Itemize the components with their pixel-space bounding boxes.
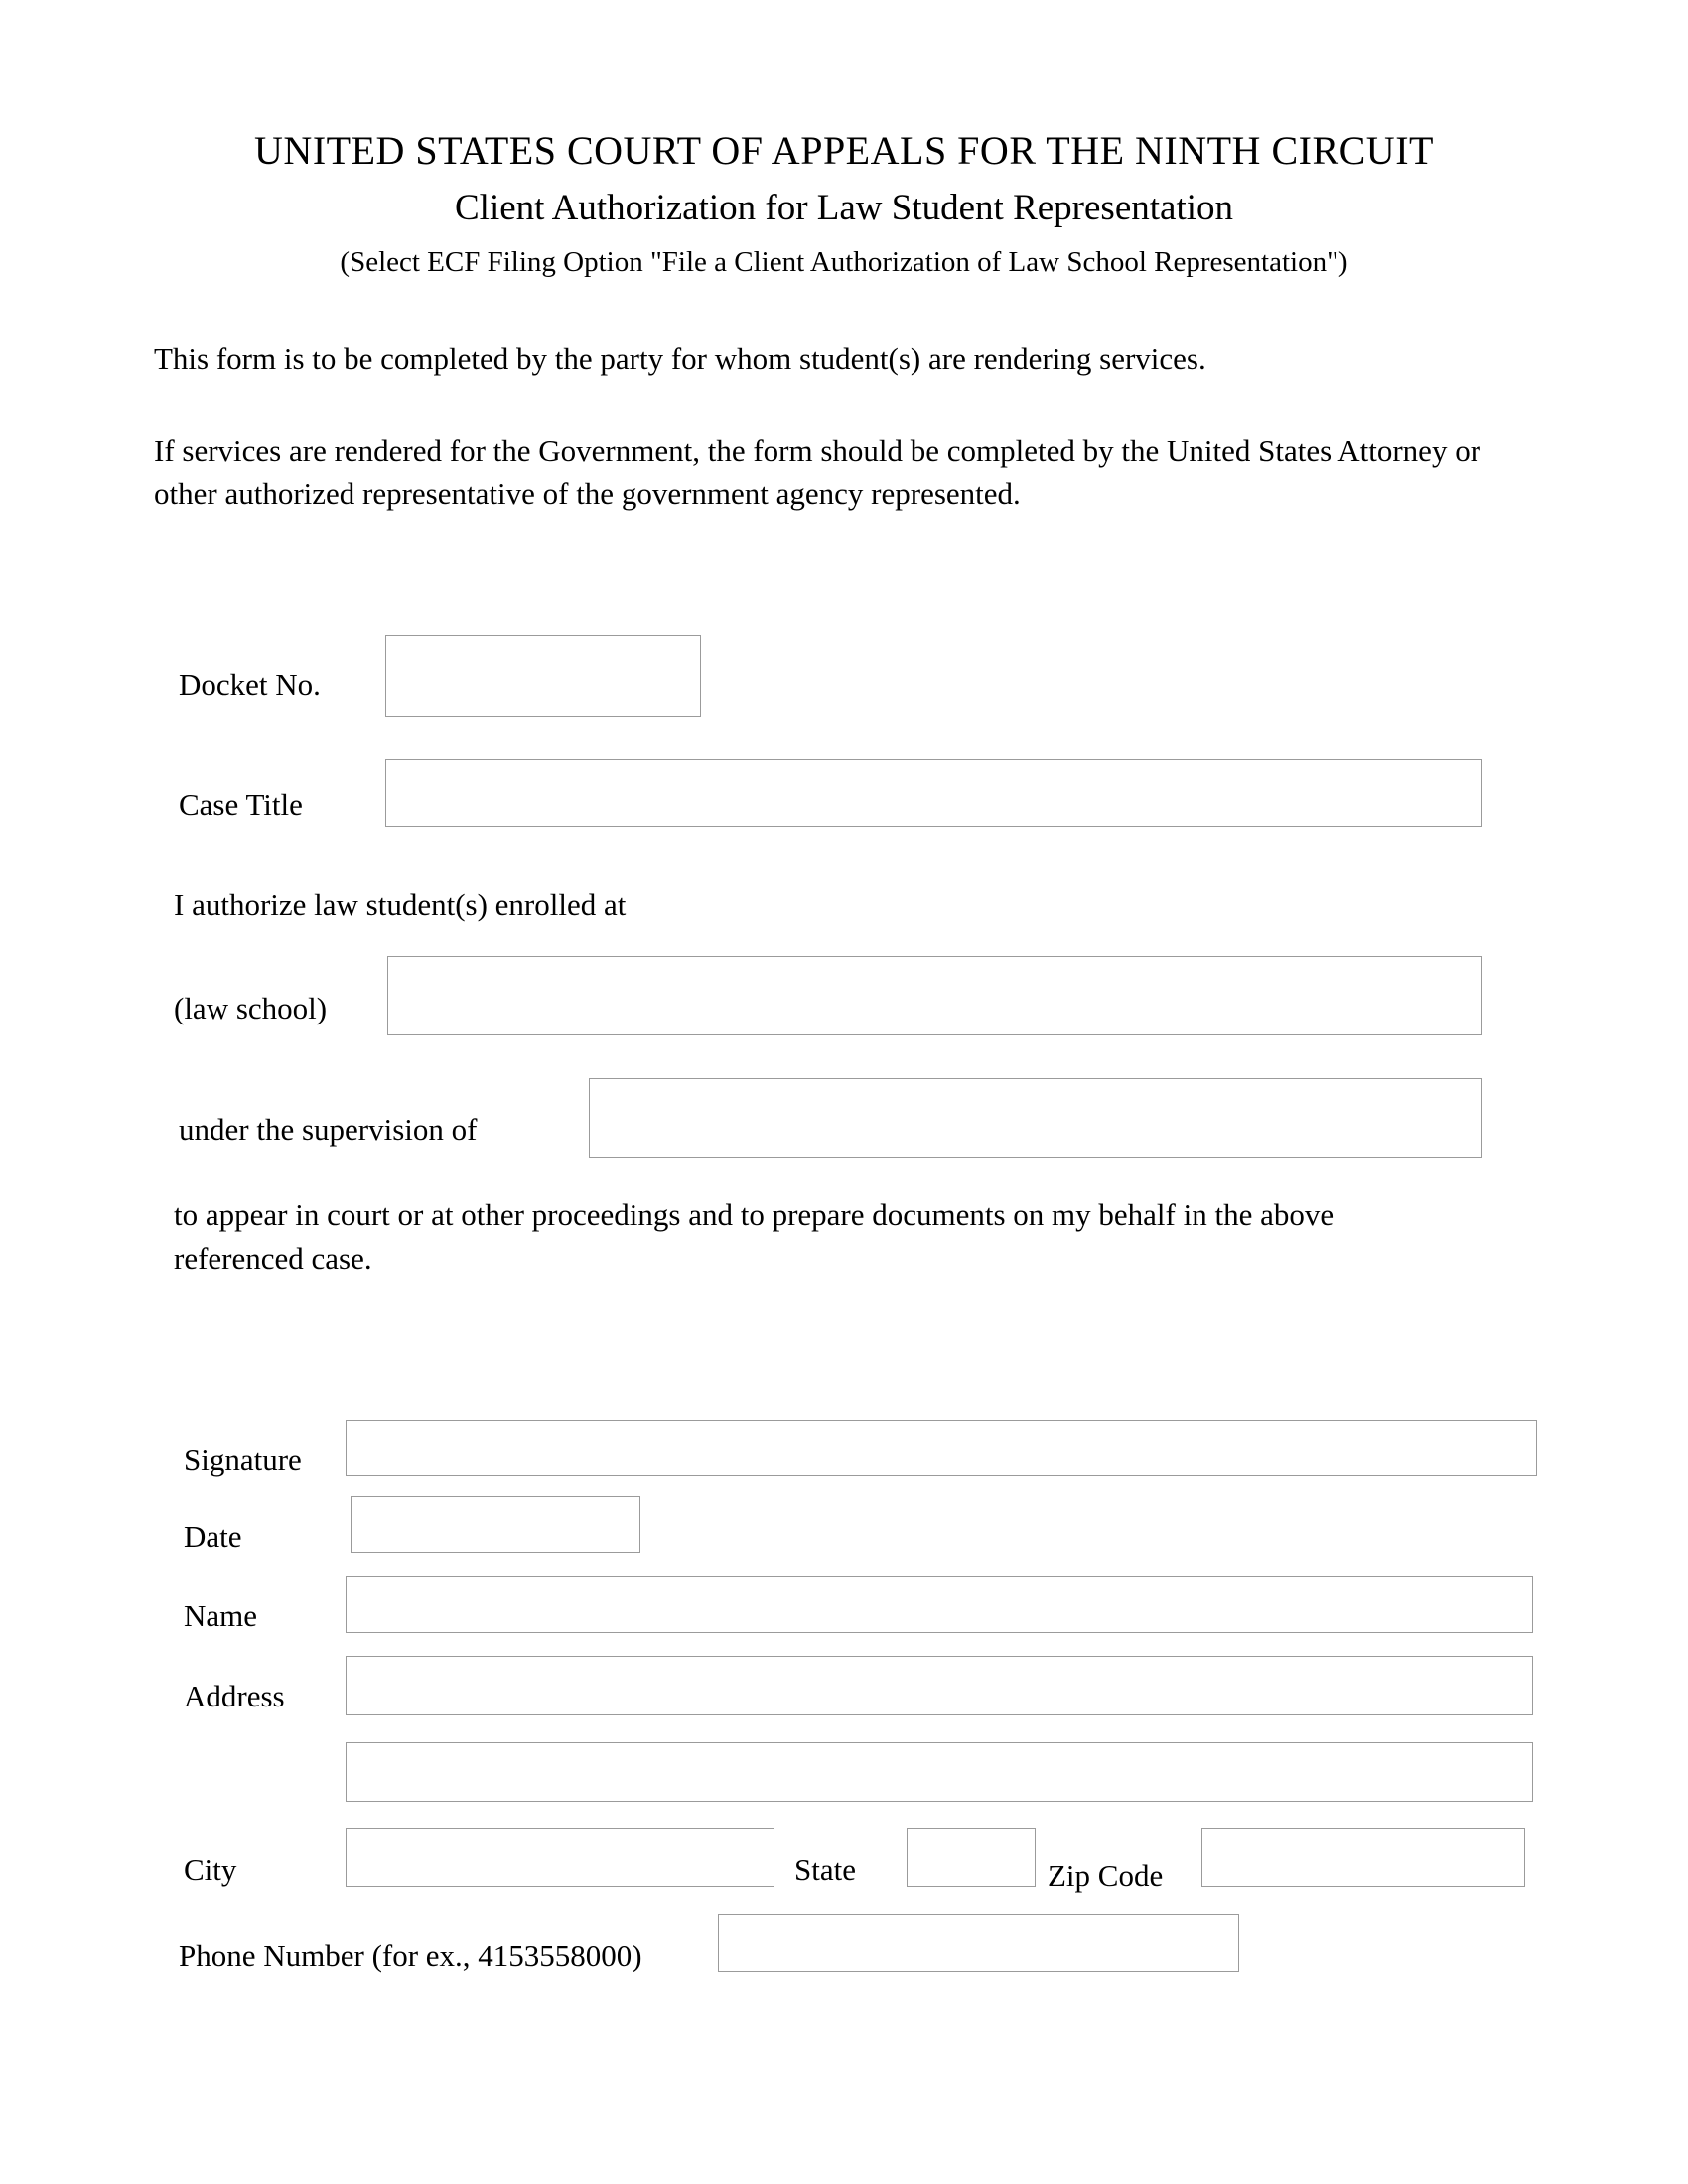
page-title: UNITED STATES COURT OF APPEALS FOR THE NINTH CIRCUIT (254, 128, 1434, 173)
city-input[interactable] (346, 1828, 774, 1887)
address-line1-input[interactable] (346, 1656, 1533, 1715)
name-label: Name (184, 1598, 258, 1633)
state-label: State (794, 1852, 856, 1887)
page-subtitle: Client Authorization for Law Student Representation (454, 188, 1234, 228)
city-label: City (184, 1852, 237, 1887)
docket-number-label: Docket No. (179, 667, 321, 702)
case-title-input[interactable] (385, 759, 1482, 827)
party-instruction: This form is to be completed by the party for whom student(s) are rendering services. (154, 341, 1206, 376)
closing-text: to appear in court or at other proceedings and to prepare documents on my behalf in the above referenced case. (174, 1197, 1335, 1277)
authorize-text: I authorize law student(s) enrolled at (174, 887, 627, 922)
signature-label: Signature (184, 1442, 302, 1477)
signature-input[interactable] (346, 1420, 1537, 1476)
phone-label: Phone Number (for ex., 4153558000) (179, 1938, 642, 1973)
ecf-filing-note: (Select ECF Filing Option "File a Client Authorization of Law School Representation") (340, 246, 1348, 278)
date-input[interactable] (351, 1496, 640, 1553)
zip-code-input[interactable] (1201, 1828, 1525, 1887)
case-title-label: Case Title (179, 787, 303, 822)
address-label: Address (184, 1679, 285, 1713)
law-school-label: (law school) (174, 991, 328, 1025)
date-label: Date (184, 1519, 242, 1554)
state-input[interactable] (907, 1828, 1036, 1887)
zip-code-label: Zip Code (1048, 1858, 1164, 1893)
government-instruction: If services are rendered for the Government, the form should be completed by the United States Attorney or other authorized representative of the government agency represented. (154, 433, 1481, 512)
supervision-input[interactable] (589, 1078, 1482, 1158)
supervision-label: under the supervision of (179, 1112, 478, 1147)
law-school-input[interactable] (387, 956, 1482, 1035)
docket-number-input[interactable] (385, 635, 701, 717)
address-line2-input[interactable] (346, 1742, 1533, 1802)
phone-input[interactable] (718, 1914, 1239, 1972)
name-input[interactable] (346, 1576, 1533, 1633)
